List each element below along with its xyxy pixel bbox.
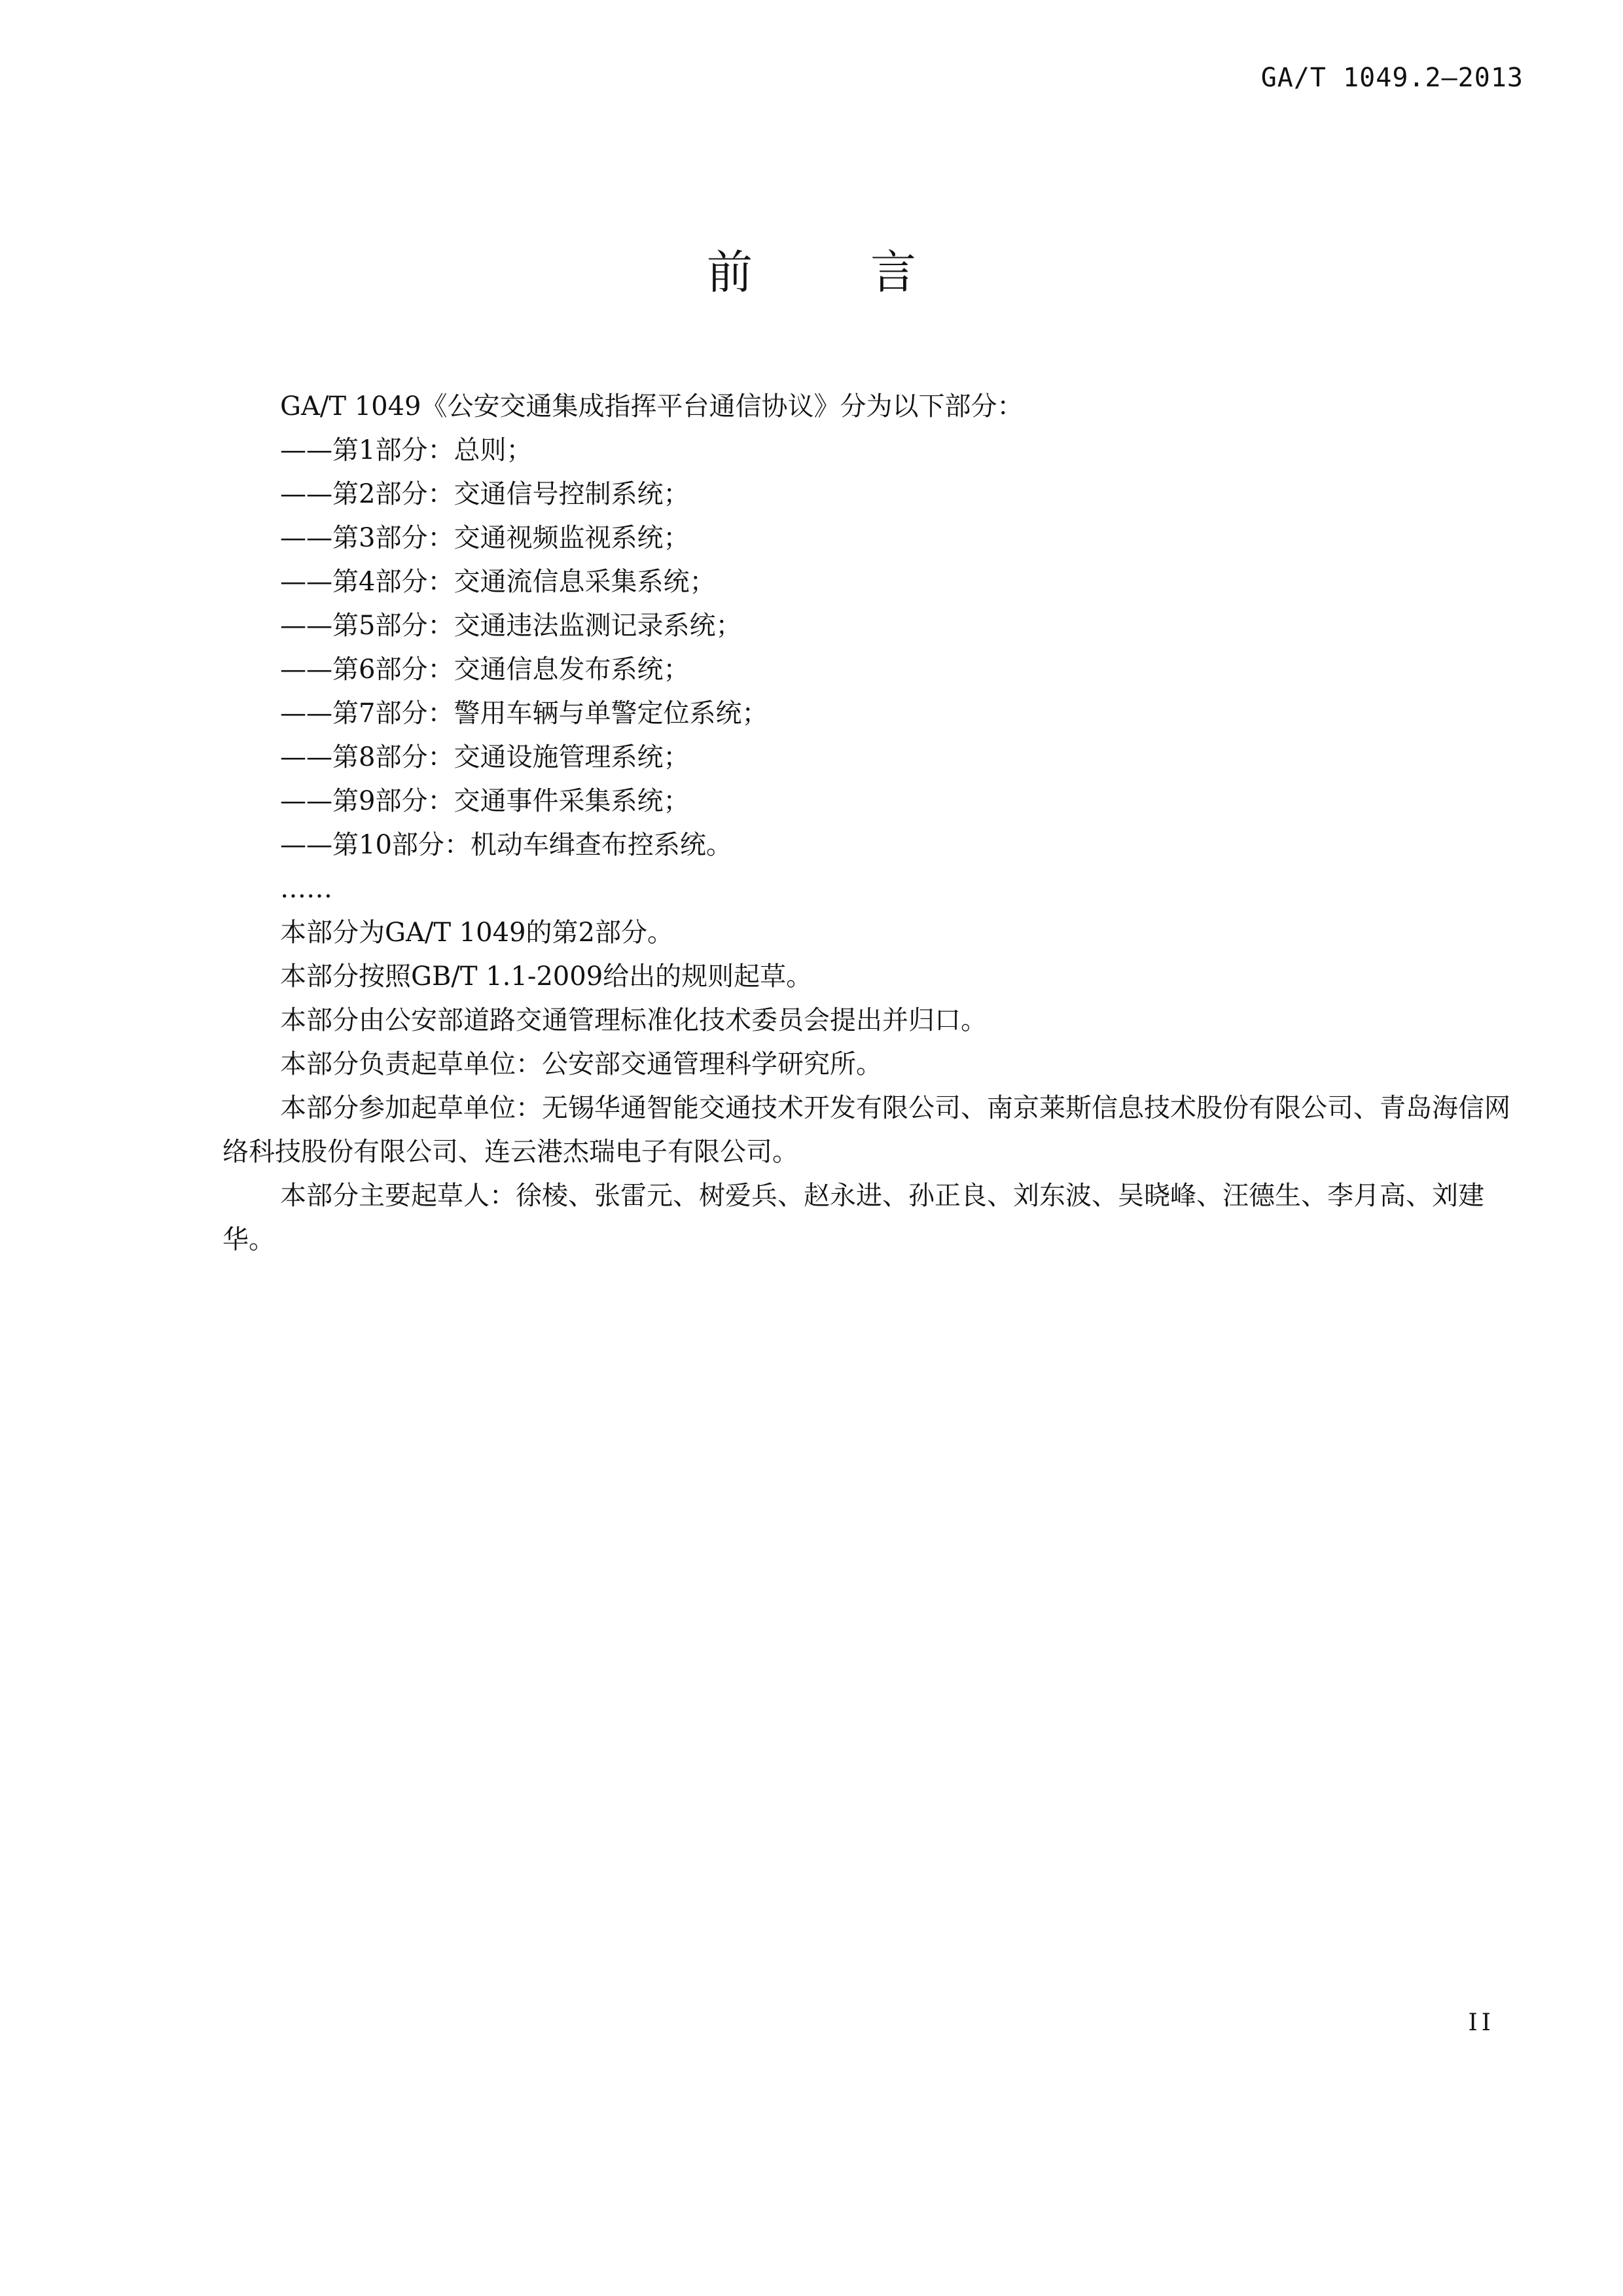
part-list-item: ——第9部分：交通事件采集系统； bbox=[280, 786, 690, 816]
part-list-item: ——第3部分：交通视频监视系统； bbox=[280, 523, 690, 553]
part-list-item: ——第6部分：交通信息发布系统； bbox=[280, 655, 690, 685]
page-title bbox=[0, 236, 1623, 302]
part-list-item: ——第2部分：交通信号控制系统； bbox=[280, 479, 690, 509]
body-paragraph: 本部分按照GB/T 1.1-2009给出的规则起草。 bbox=[280, 961, 813, 992]
part-list-item: ——第10部分：机动车缉查布控系统。 bbox=[280, 830, 732, 860]
body-paragraph: 本部分由公安部道路交通管理标准化技术委员会提出并归口。 bbox=[280, 1005, 987, 1035]
body-paragraph: 本部分主要起草人：徐棱、张雷元、树爱兵、赵永进、孙正良、刘东波、吴晓峰、汪德生、李月高、刘建华。 bbox=[223, 1181, 1484, 1255]
foreword-body bbox=[223, 385, 1531, 1262]
part-list-item: ——第7部分：警用车辆与单警定位系统； bbox=[280, 698, 768, 728]
page-number: II bbox=[1468, 2009, 1495, 2036]
title-char-1: 前 bbox=[707, 245, 753, 299]
body-paragraph: 本部分负责起草单位：公安部交通管理科学研究所。 bbox=[280, 1049, 882, 1079]
part-list-item: ——第8部分：交通设施管理系统； bbox=[280, 742, 690, 772]
title-char-2: 言 bbox=[870, 245, 916, 299]
list-ellipsis: …… bbox=[280, 874, 332, 904]
part-list-item: ——第5部分：交通违法监测记录系统； bbox=[280, 611, 742, 641]
part-list-item: ——第1部分：总则； bbox=[280, 435, 533, 465]
body-paragraph: 本部分参加起草单位：无锡华通智能交通技术开发有限公司、南京莱斯信息技术股份有限公司、青岛海信网络科技股份有限公司、连云港杰瑞电子有限公司。 bbox=[223, 1093, 1510, 1167]
intro-paragraph: GA/T 1049《公安交通集成指挥平台通信协议》分为以下部分： bbox=[280, 391, 1024, 422]
part-list-item: ——第4部分：交通流信息采集系统； bbox=[280, 567, 716, 597]
document-code: GA/T 1049.2—2013 bbox=[1260, 63, 1524, 93]
body-paragraph: 本部分为GA/T 1049的第2部分。 bbox=[280, 918, 673, 948]
